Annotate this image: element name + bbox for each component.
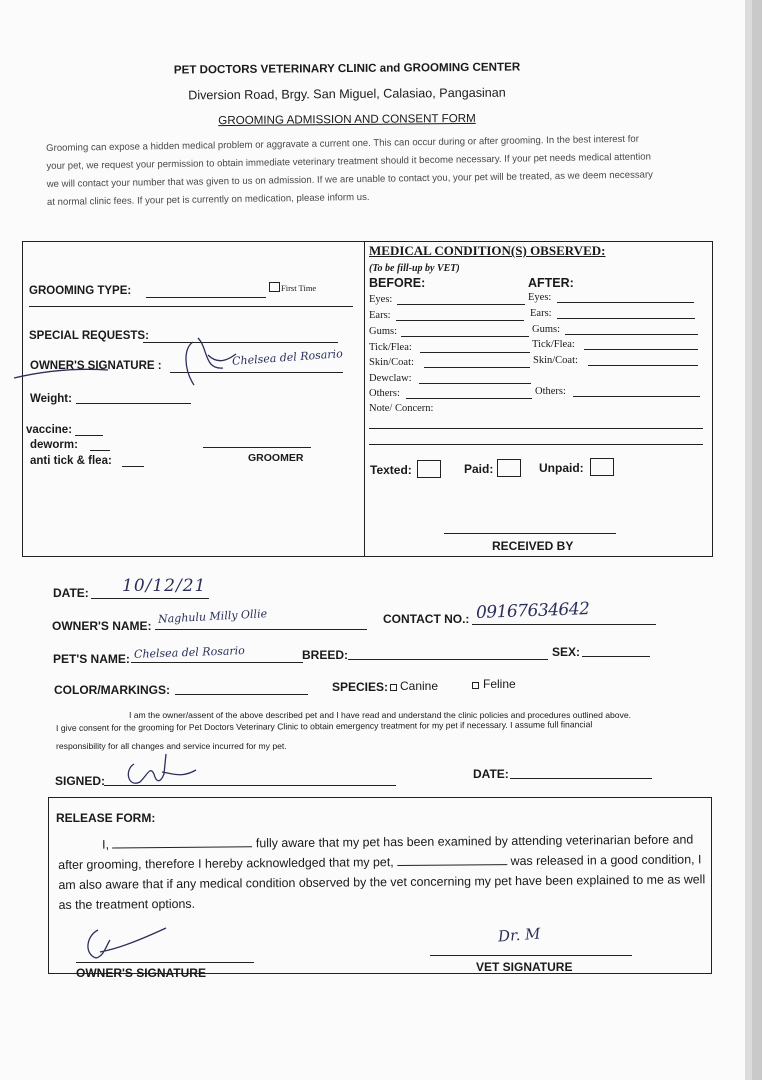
species-label: SPECIES: (332, 680, 389, 694)
note-line-2[interactable] (369, 444, 703, 445)
received-by-label: RECEIVED BY (492, 539, 574, 553)
consent-line-2: I give consent for the grooming for Pet Doctors Veterinary Clinic to obtain emergency treatment for my pet if necessary. I assume full financial (56, 719, 593, 733)
texted-checkbox[interactable] (417, 460, 441, 478)
release-owner-name-field[interactable] (112, 834, 252, 848)
pet-name-field[interactable] (131, 662, 303, 663)
sex-label: SEX: (552, 645, 581, 659)
clinic-name: PET DOCTORS VETERINARY CLINIC and GROOMING CENTER (173, 60, 521, 77)
grooming-type-line-2[interactable] (29, 306, 353, 307)
before-others-field[interactable] (406, 398, 532, 399)
medical-subtitle: (To be fill-up by VET) (369, 263, 460, 274)
owner-name-field[interactable] (155, 629, 367, 630)
color-label: COLOR/MARKINGS: (54, 683, 170, 697)
texted-label: Texted: (370, 463, 412, 477)
weight-label: Weight: (30, 393, 72, 405)
before-skin-field[interactable] (424, 367, 530, 368)
owner-signature-handwriting: Chelsea del Rosario (231, 347, 344, 368)
column-divider (364, 241, 365, 557)
release-text-2: fully aware that my pet has been examined by attending veterinarian before and after grooming, therefore I hereby acknowledged that my pet, (58, 832, 694, 872)
contact-label: CONTACT NO.: (383, 612, 470, 626)
after-others-label: Others: (535, 386, 566, 397)
vet-signature-field[interactable] (430, 955, 632, 956)
before-dewclaw-label: Dewclaw: (369, 373, 412, 384)
paper-edge-back (752, 0, 762, 1080)
before-dewclaw-field[interactable] (419, 383, 531, 384)
after-gums-label: Gums: (532, 324, 561, 335)
release-paragraph (58, 829, 709, 915)
before-tickflea-label: Tick/Flea: (369, 342, 412, 353)
special-requests-label: SPECIAL REQUESTS: (29, 330, 149, 342)
signature-scribble (8, 330, 238, 400)
release-pet-name-field[interactable] (397, 852, 507, 866)
canine-checkbox[interactable] (390, 684, 397, 691)
before-eyes-field[interactable] (397, 304, 525, 305)
clinic-address: Diversion Road, Brgy. San Miguel, Calasiao, Pangasinan (188, 85, 506, 103)
release-title: RELEASE FORM: (56, 811, 156, 825)
deworm-field[interactable] (90, 450, 110, 451)
note-label: Note/ Concern: (369, 403, 434, 414)
grooming-type-label: GROOMING TYPE: (29, 285, 132, 297)
before-eyes-label: Eyes: (369, 294, 393, 305)
groomer-label: GROOMER (248, 452, 304, 464)
form-title: GROOMING ADMISSION AND CONSENT FORM (218, 111, 476, 128)
after-ears-field[interactable] (557, 318, 695, 319)
antitick-label: anti tick & flea: (30, 455, 112, 467)
unpaid-checkbox[interactable] (590, 458, 614, 476)
date-handwriting: 10/12/21 (122, 576, 207, 596)
first-time-checkbox[interactable] (269, 282, 280, 292)
after-eyes-label: Eyes: (528, 292, 552, 303)
before-gums-label: Gums: (369, 326, 398, 337)
vet-signature-handwriting: Dr. M (497, 924, 542, 946)
date-label: DATE: (53, 586, 89, 600)
grooming-type-field[interactable] (146, 297, 266, 298)
owner-signature-label: OWNER'S SIGNATURE : (30, 360, 162, 372)
before-ears-label: Ears: (369, 310, 391, 321)
breed-label: BREED: (302, 648, 349, 662)
after-skin-field[interactable] (588, 365, 698, 366)
before-ears-field[interactable] (396, 320, 524, 321)
date-field[interactable] (91, 598, 209, 599)
antitick-field[interactable] (122, 466, 144, 467)
signed-label: SIGNED: (55, 774, 106, 788)
first-time-label: First Time (281, 283, 317, 293)
owner-name-label: OWNER'S NAME: (52, 619, 152, 633)
paid-label: Paid: (464, 462, 494, 476)
paid-checkbox[interactable] (497, 459, 521, 477)
consent-line-3: responsibility for all changes and service incurred for my pet. (56, 741, 287, 751)
before-others-label: Others: (369, 388, 400, 399)
unpaid-label: Unpaid: (539, 461, 584, 475)
after-skin-label: Skin/Coat: (533, 355, 578, 366)
intro-paragraph: Grooming can expose a hidden medical problem or aggravate a current one. This can occur during or after grooming. In the best interest for your pet, we request your permission to obtain immediate veterinary treatment should it become necessary. If your pet needs medical attention we will contact your number that was given to us on admission. If we are unable to contact you, your pet will be treated, as we deem necessary at normal clinic fees. If your pet is currently on medication, please inform us. (46, 133, 654, 208)
contact-handwriting: 09167634642 (475, 599, 590, 623)
before-heading: BEFORE: (369, 276, 426, 290)
before-skin-label: Skin/Coat: (369, 357, 414, 368)
feline-checkbox[interactable] (472, 682, 479, 689)
groomer-signature-field[interactable] (203, 447, 311, 448)
after-tickflea-label: Tick/Flea: (532, 339, 575, 350)
release-owner-scribble (70, 918, 180, 968)
received-by-field[interactable] (444, 533, 616, 534)
deworm-label: deworm: (30, 439, 78, 451)
medical-title: MEDICAL CONDITION(S) OBSERVED: (369, 243, 606, 258)
release-owner-signature-label: OWNER'S SIGNATURE (76, 966, 206, 980)
contact-field[interactable] (472, 624, 656, 625)
after-heading: AFTER: (528, 276, 574, 290)
breed-field[interactable] (348, 659, 548, 660)
after-gums-field[interactable] (565, 334, 698, 335)
vaccine-field[interactable] (75, 435, 103, 436)
weight-field[interactable] (76, 403, 191, 404)
after-others-field[interactable] (573, 396, 700, 397)
consent-line-1: I am the owner/assent of the above described pet and I have read and understand the clinic policies and procedures outlined above. (128, 710, 632, 720)
sex-field[interactable] (582, 656, 650, 657)
pet-name-label: PET'S NAME: (53, 652, 130, 666)
after-tickflea-field[interactable] (584, 349, 698, 350)
consent-date-label: DATE: (473, 767, 509, 781)
pet-name-handwriting: Chelsea del Rosario (133, 644, 246, 661)
before-tickflea-field[interactable] (420, 352, 530, 353)
signed-scribble (104, 744, 204, 794)
canine-label: Canine (400, 679, 439, 693)
consent-date-field[interactable] (510, 778, 652, 779)
after-ears-label: Ears: (530, 308, 552, 319)
vet-signature-label: VET SIGNATURE (476, 960, 573, 974)
before-gums-field[interactable] (401, 336, 529, 337)
after-eyes-field[interactable] (557, 302, 694, 303)
vaccine-label: vaccine: (26, 424, 73, 436)
release-text-1: I, (102, 837, 110, 852)
release-text-3: was released in a good condition, I am also aware that if any medical condition observed by the vet concerning my pet have been explained to me as well as the treatment options. (58, 852, 706, 912)
feline-label: Feline (483, 677, 516, 691)
owner-name-handwriting: Naghulu Milly Ollie (157, 607, 268, 626)
note-line-1[interactable] (369, 428, 703, 429)
color-field[interactable] (175, 694, 308, 695)
